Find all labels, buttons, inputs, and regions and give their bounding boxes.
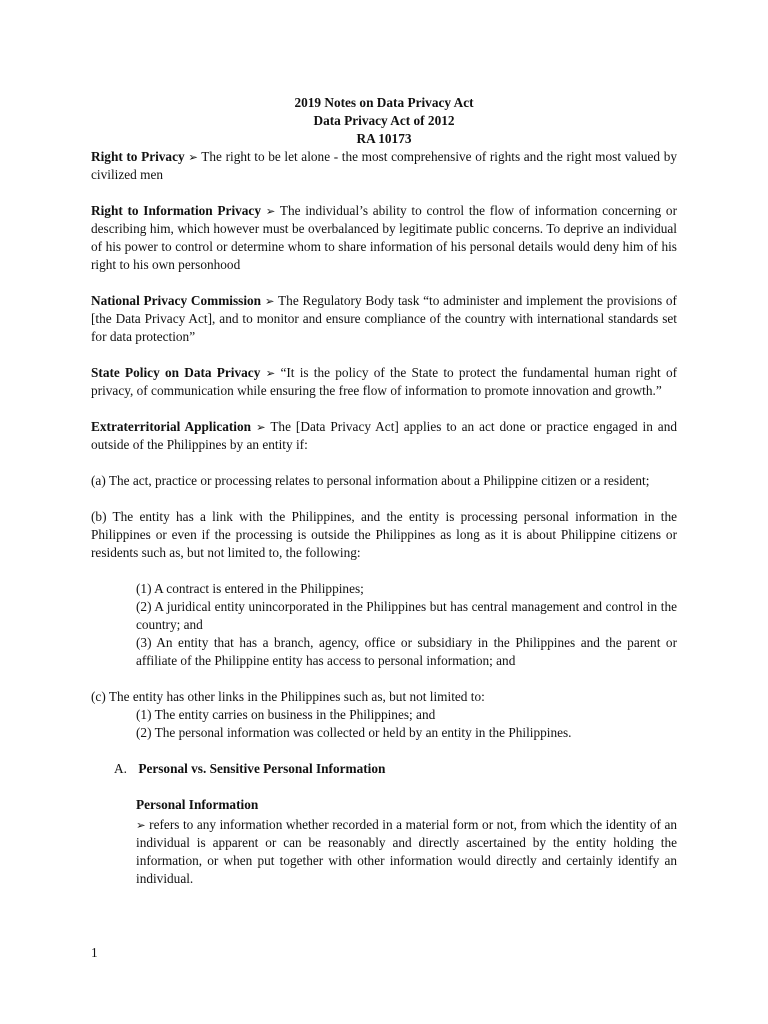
list-item: (2) The personal information was collected or held by an entity in the Philippines.	[136, 725, 572, 740]
clause-b: (b) The entity has a link with the Philippines, and the entity is processing personal information in the Philippines or even if the processing is outside the Philippines as long as it is about Philippine citizens or residents such as, but not limited to, the following:	[91, 509, 677, 560]
definition-right-to-information-privacy	[91, 202, 677, 274]
title-line-2: Data Privacy Act of 2012	[313, 113, 455, 128]
subsection-text: refers to any information whether recorded in a material form or not, from which the identity of an individual is apparent or can be reasonably and directly ascertained by the entity holding the information, or when put together with other information would directly and certainly identify an individual.	[136, 817, 677, 886]
definition-term: Right to Information Privacy	[91, 203, 261, 218]
definition-right-to-privacy	[91, 148, 677, 184]
clause-a: (a) The act, practice or processing relates to personal information about a Philippine citizen or a resident;	[91, 473, 650, 488]
section-title: Personal vs. Sensitive Personal Information	[138, 761, 386, 776]
definition-national-privacy-commission	[91, 292, 677, 346]
list-item: (3) An entity that has a branch, agency, office or subsidiary in the Philippines and the parent or affiliate of the Philippine entity has access to personal information; and	[136, 635, 677, 668]
document-page	[91, 94, 677, 888]
list-item: (1) The entity carries on business in the Philippines; and	[136, 707, 436, 722]
page-number: 1	[91, 945, 98, 960]
document-title	[91, 94, 677, 148]
definition-text: The Regulatory Body task “to administer and implement the provisions of [the Data Privacy Act], and to monitor and ensure compliance of the country with international standards set for data protection”	[91, 293, 677, 344]
clause-b-list	[136, 580, 677, 670]
definition-term: Right to Privacy	[91, 149, 185, 164]
clause-c-list	[136, 706, 677, 742]
definition-text: The [Data Privacy Act] applies to an act done or practice engaged in and outside of the Philippines by an entity if:	[91, 419, 677, 452]
arrow-icon: ➢	[136, 818, 146, 832]
arrow-icon: ➢	[265, 204, 276, 218]
title-line-1: 2019 Notes on Data Privacy Act	[294, 95, 474, 110]
arrow-icon: ➢	[188, 150, 198, 164]
definition-state-policy	[91, 364, 677, 400]
subsection-body	[136, 816, 677, 888]
clause-c: (c) The entity has other links in the Philippines such as, but not limited to:	[91, 689, 485, 704]
section-letter: A.	[114, 761, 127, 776]
subsection-heading: Personal Information	[136, 797, 259, 812]
definition-term: National Privacy Commission	[91, 293, 262, 308]
definition-term: Extraterritorial Application	[91, 419, 252, 434]
section-heading-a	[114, 760, 677, 778]
definition-term: State Policy on Data Privacy	[91, 365, 261, 380]
title-line-3: RA 10173	[356, 131, 412, 146]
definition-text: “It is the policy of the State to protect the fundamental human right of privacy, of communication while ensuring the free flow of information to promote innovation and growth.”	[91, 365, 678, 398]
definition-text: The right to be let alone - the most comprehensive of rights and the right most valued by civilized men	[91, 149, 677, 182]
list-item: (1) A contract is entered in the Philippines;	[136, 581, 364, 596]
list-item: (2) A juridical entity unincorporated in the Philippines but has central management and control in the country; and	[136, 599, 677, 632]
arrow-icon: ➢	[264, 294, 275, 308]
arrow-icon: ➢	[255, 420, 266, 434]
definition-text: The individual’s ability to control the flow of information concerning or describing him, which however must be overbalanced by legitimate public concerns. To deprive an individual of his power to control or determine whom to share information of his personal details would deny him of his right to his own personhood	[91, 203, 677, 272]
arrow-icon: ➢	[265, 366, 276, 380]
definition-extraterritorial-application	[91, 418, 677, 454]
